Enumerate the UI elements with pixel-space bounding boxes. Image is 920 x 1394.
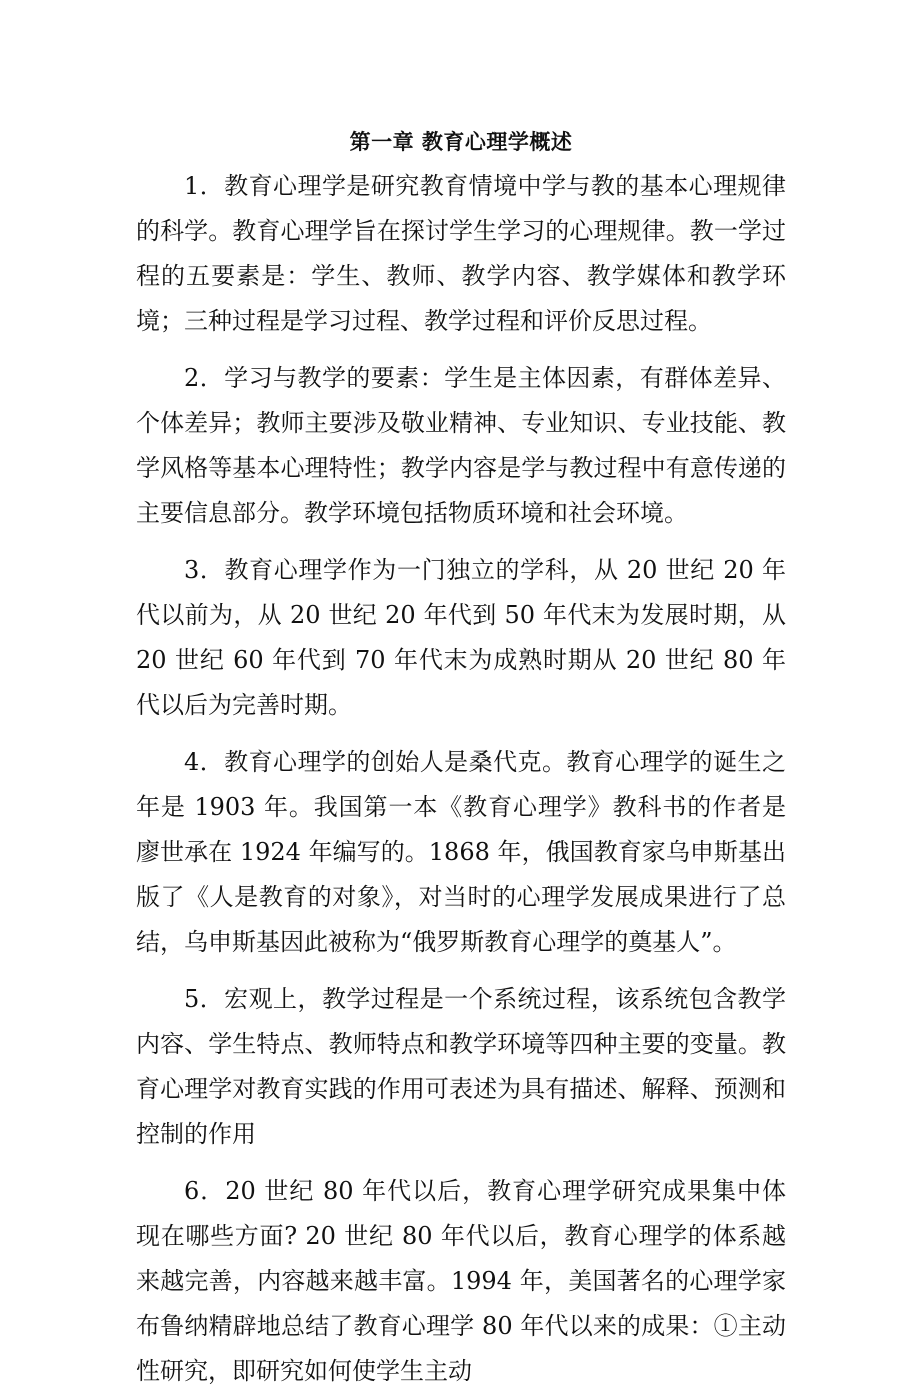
document-body [136,124,786,1394]
paragraph-5: 5．宏观上，教学过程是一个系统过程，该系统包含教学内容、学生特点、教师特点和教学环境等四种主要的变量。教育心理学对教育实践的作用可表述为具有描述、解释、预测和控制的作用 [136,985,786,1148]
paragraph-3: 3．教育心理学作为一门独立的学科，从 20 世纪 20 年代以前为，从 20 世纪 20 年代到 50 年代末为发展时期，从 20 世纪 60 年代到 70 年代末为成熟时期从 20 世纪 80 年代以后为完善时期。 [136,556,786,719]
paragraph-2: 2．学习与教学的要素：学生是主体因素，有群体差异、个体差异；教师主要涉及敬业精神、专业知识、专业技能、教学风格等基本心理特性；教学内容是学与教过程中有意传递的主要信息部分。教学环境包括物质环境和社会环境。 [136,364,786,527]
paragraph-4: 4．教育心理学的创始人是桑代克。教育心理学的诞生之年是 1903 年。我国第一本《教育心理学》教科书的作者是廖世承在 1924 年编写的。1868 年，俄国教育家乌申斯基出版了《人是教育的对象》，对当时的心理学发展成果进行了总结，乌申斯基因此被称为“俄罗斯教育心理学的奠基人”。 [136,748,786,956]
chapter-title: 第一章 教育心理学概述 [349,130,573,154]
paragraph-6: 6．20 世纪 80 年代以后，教育心理学研究成果集中体现在哪些方面? 20 世纪 80 年代以后，教育心理学的体系越来越完善，内容越来越丰富。1994 年，美国著名的心理学家布鲁纳精辟地总结了教育心理学 80 年代以来的成果：①主动性研究，即研究如何使学生主动 [136,1177,786,1385]
paragraph-1: 1．教育心理学是研究教育情境中学与教的基本心理规律的科学。教育心理学旨在探讨学生学习的心理规律。教一学过程的五要素是：学生、教师、教学内容、教学媒体和教学环境；三种过程是学习过程、教学过程和评价反思过程。 [136,172,786,335]
